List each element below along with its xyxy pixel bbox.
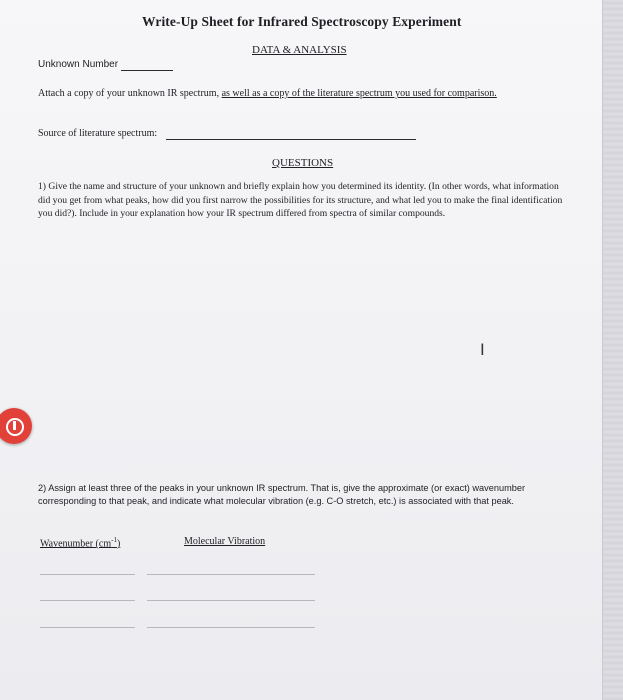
record-button-icon[interactable] [0,408,32,444]
page-title: Write-Up Sheet for Infrared Spectroscopy Experiment [142,14,462,29]
answer-line-wavenumber-1[interactable] [40,574,135,575]
wavenumber-close: ) [116,538,121,550]
source-label: Source of literature spectrum: [38,128,158,139]
wavenumber-label: Wavenumber (cm [40,538,112,550]
vibration-column-header: Molecular Vibration [184,536,266,547]
answer-line-vibration-2[interactable] [147,600,315,601]
question-2: 2) Assign at least three of the peaks in your unknown IR spectrum. That is, give the approximate (or exact) wavenumber corresponding to that peak, and indicate what molecular vibration (e.g. C-O stretch, etc.) is associated with that peak. [38,483,526,506]
attach-instructions [38,87,528,100]
attach-text-part2: as well as a copy of the literature spectrum you used for comparison. [221,88,497,99]
record-stem [13,421,16,430]
section-heading: DATA & ANALYSIS [252,44,347,56]
attach-text-part1: Attach a copy of your unknown IR spectrum, [38,88,222,99]
answer-line-vibration-1[interactable] [147,574,315,575]
question-1: 1) Give the name and structure of your unknown and briefly explain how you determined its identity. (In other words, what information did you get from what peaks, how did you first narrow the possibilities for its structure, and what led you to make the final identification you did?). Include in your explanation how your IR spectrum differed from spectra of similar compounds. [38,181,563,219]
unknown-number-row [38,58,173,71]
wavenumber-unit-sup: -1 [111,536,117,544]
answer-line-wavenumber-2[interactable] [40,600,135,601]
adjacent-page-edge [602,0,623,700]
answer-line-wavenumber-3[interactable] [40,627,135,628]
answer-line-vibration-3[interactable] [147,627,315,628]
source-row [38,127,416,140]
unknown-number-blank [121,70,173,71]
unknown-number-label: Unknown Number [38,59,119,70]
source-blank [166,139,416,140]
text-cursor-icon: I [480,340,485,359]
questions-heading: QUESTIONS [272,157,334,169]
wavenumber-column-header [40,536,120,549]
